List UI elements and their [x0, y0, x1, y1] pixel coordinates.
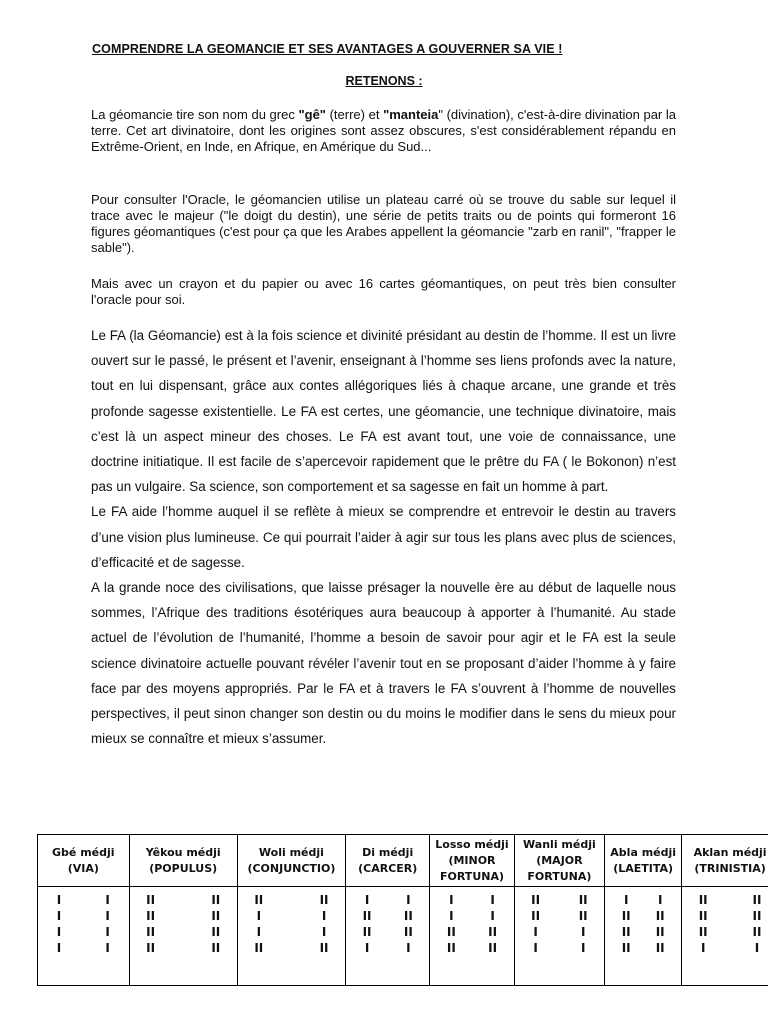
- word-ge: "gê": [298, 107, 326, 122]
- page-title: COMPRENDRE LA GEOMANCIE ET SES AVANTAGES A GOUVERNER SA VIE !: [92, 42, 563, 56]
- figure-mark: II: [752, 893, 762, 907]
- table-header-line: (MINOR: [448, 853, 496, 867]
- figure-row: [238, 892, 345, 908]
- table-header-line: Aklan médji: [693, 845, 767, 859]
- figure-mark: II: [362, 925, 372, 939]
- geomantic-figure: [238, 887, 345, 956]
- table-header-cell: [129, 835, 237, 887]
- table-header-row: [38, 835, 768, 887]
- figure-mark: II: [578, 909, 588, 923]
- figure-mark: I: [56, 941, 62, 955]
- figure-mark: II: [655, 925, 665, 939]
- figure-mark: II: [446, 941, 456, 955]
- geomantic-figure: [346, 887, 429, 956]
- word-manteia: "manteia: [383, 107, 439, 122]
- figure-row: [238, 940, 345, 956]
- figure-mark: II: [211, 925, 221, 939]
- figure-mark: I: [105, 925, 110, 939]
- figure-cell: [514, 887, 605, 986]
- table-header-line: (VIA): [67, 861, 99, 875]
- figure-row: [605, 940, 681, 956]
- figure-mark: I: [364, 941, 370, 955]
- figure-row: [515, 940, 605, 956]
- figure-cell: [129, 887, 237, 986]
- paragraph-fa-aide: Le FA aide l’homme auquel il se reflète à mieux se comprendre et entrevoir le destin au travers d’une vision plus lumineuse. Ce qui pourrait l’aider à agir sur tous les plans avec plus de sciences, d’efficacité et de sagesse.: [91, 504, 676, 570]
- figure-mark: I: [364, 893, 370, 907]
- figure-cell: [682, 887, 768, 986]
- figure-row: [682, 940, 768, 956]
- figure-mark: I: [321, 925, 327, 939]
- paragraph-etymology-part2: (terre) et: [325, 107, 384, 122]
- figure-cell: [430, 887, 514, 986]
- figure-row: [605, 892, 681, 908]
- figure-mark: II: [403, 925, 413, 939]
- figure-mark: I: [449, 909, 454, 923]
- figure-mark: II: [254, 941, 264, 955]
- geomantic-figure: [38, 887, 129, 956]
- figure-mark: II: [403, 909, 413, 923]
- figure-mark: II: [254, 893, 264, 907]
- figure-row: [682, 924, 768, 940]
- figure-mark: II: [752, 925, 762, 939]
- figure-mark: I: [623, 893, 629, 907]
- figure-mark: I: [105, 909, 110, 923]
- figure-mark: I: [533, 941, 538, 955]
- figure-row: [346, 940, 429, 956]
- figure-mark: II: [488, 925, 498, 939]
- table-figures-row: [38, 887, 768, 986]
- geomantic-figure: [605, 887, 681, 956]
- figure-mark: I: [105, 893, 110, 907]
- geomancy-figures-table: [37, 834, 768, 986]
- figure-mark: I: [56, 909, 62, 923]
- table-header-line: (POPULUS): [149, 861, 218, 875]
- figure-mark: II: [211, 909, 221, 923]
- table-header-cell: [514, 835, 605, 887]
- table-header-cell: [38, 835, 130, 887]
- figure-mark: II: [531, 909, 541, 923]
- figure-row: [430, 924, 513, 940]
- figure-mark: I: [449, 893, 454, 907]
- figure-mark: I: [580, 941, 586, 955]
- table-header-line: Gbé médji: [52, 845, 115, 859]
- table-header-line: (TRINISTIA): [694, 861, 766, 875]
- table-header-line: Woli médji: [258, 845, 324, 859]
- figure-mark: I: [533, 925, 538, 939]
- table-header-cell: [682, 835, 768, 887]
- figure-cell: [38, 887, 130, 986]
- figure-mark: II: [146, 909, 156, 923]
- figure-mark: II: [578, 893, 588, 907]
- geomantic-figure: [130, 887, 237, 956]
- figure-mark: II: [621, 925, 631, 939]
- figure-row: [38, 892, 129, 908]
- table-header-cell: [237, 835, 345, 887]
- figure-row: [38, 924, 129, 940]
- figure-row: [682, 908, 768, 924]
- table-header-line: (LAETITA): [613, 861, 674, 875]
- table-header-cell: [346, 835, 430, 887]
- table-header-line: Wanli médji: [523, 837, 596, 851]
- figure-mark: II: [146, 941, 156, 955]
- figure-row: [430, 908, 513, 924]
- section-subtitle: RETENONS :: [345, 74, 423, 88]
- figure-row: [346, 892, 429, 908]
- figure-mark: I: [56, 925, 62, 939]
- figure-mark: I: [256, 909, 262, 923]
- figure-row: [130, 940, 237, 956]
- figure-row: [238, 924, 345, 940]
- paragraph-crayon: Mais avec un crayon et du papier ou avec 16 cartes géomantiques, on peut très bien consulter l'oracle pour soi.: [91, 276, 676, 307]
- table-header-cell: [430, 835, 514, 887]
- figure-mark: II: [698, 893, 708, 907]
- geomantic-figure: [515, 887, 605, 956]
- figure-cell: [605, 887, 682, 986]
- figure-mark: II: [698, 925, 708, 939]
- paragraph-oracle: Pour consulter l'Oracle, le géomancien utilise un plateau carré où se trouve du sable sur lequel il trace avec le majeur ("le doigt du destin), une série de petits traits ou de points qui formeront 16 figures géomantiques (c'est pour ça que les Arabes appellent la géomancie "zarb en ranil", "frapper le sable").: [91, 192, 676, 255]
- figure-row: [682, 892, 768, 908]
- table-header-line: Yêkou médji: [145, 845, 221, 859]
- figure-mark: I: [490, 909, 495, 923]
- figure-row: [515, 892, 605, 908]
- figure-cell: [237, 887, 345, 986]
- figure-cell: [346, 887, 430, 986]
- figure-mark: I: [105, 941, 110, 955]
- figure-row: [346, 908, 429, 924]
- figure-mark: II: [446, 925, 456, 939]
- figure-mark: I: [321, 909, 327, 923]
- paragraph-etymology-part1: La géomancie tire son nom du grec: [91, 107, 299, 122]
- figure-row: [605, 924, 681, 940]
- table-header-line: Abla médji: [610, 845, 677, 859]
- table-header-line: (CONJUNCTIO): [247, 861, 336, 875]
- figure-mark: II: [655, 941, 665, 955]
- figure-mark: II: [531, 893, 541, 907]
- figure-mark: II: [146, 893, 156, 907]
- figure-mark: II: [488, 941, 498, 955]
- table-header-line: (CARCER): [358, 861, 418, 875]
- figure-row: [130, 924, 237, 940]
- figure-mark: II: [362, 909, 372, 923]
- table-header-line: FORTUNA): [439, 869, 504, 883]
- paragraph-fa-group: [91, 323, 676, 751]
- figure-mark: I: [490, 893, 495, 907]
- table-header-line: FORTUNA): [527, 869, 592, 883]
- figure-mark: I: [580, 925, 586, 939]
- paragraph-etymology: [91, 107, 676, 155]
- geomantic-figure: [682, 887, 768, 956]
- figure-mark: II: [211, 893, 221, 907]
- figure-row: [515, 924, 605, 940]
- figure-mark: II: [319, 893, 329, 907]
- figure-mark: II: [621, 941, 631, 955]
- figure-mark: I: [406, 893, 411, 907]
- figure-mark: II: [621, 909, 631, 923]
- figure-row: [605, 908, 681, 924]
- figure-row: [430, 940, 513, 956]
- table-header-cell: [605, 835, 682, 887]
- figure-row: [130, 908, 237, 924]
- figure-mark: II: [319, 941, 329, 955]
- figure-mark: I: [754, 941, 760, 955]
- figure-mark: I: [700, 941, 706, 955]
- paragraph-fa-science: Le FA (la Géomancie) est à la fois science et divinité présidant au destin de l’homme. Il est un livre ouvert sur le passé, le présent et l’avenir, enseignant à l’homme ses liens profonds avec la nature, tout en lui dispensant, grâce aux contes allégoriques liés à chaque arcane, une grande et très profonde sagesse existentielle. Le FA est certes, une géomancie, une technique divinatoire, mais c’est là un aspect mineur des choses. Le FA est avant tout, une voie de connaissance, une doctrine initiatique. Il est facile de s’apercevoir rapidement que le prêtre du FA ( le Bokonon) n’est pas un vulgaire. Sa science, son comportement et sa sagesse en fait un homme à part.: [91, 328, 676, 495]
- geomantic-figure: [430, 887, 513, 956]
- table-header-line: Losso médji: [435, 837, 509, 851]
- figure-row: [430, 892, 513, 908]
- figure-mark: I: [256, 925, 262, 939]
- figure-row: [515, 908, 605, 924]
- figure-row: [238, 908, 345, 924]
- figure-mark: I: [406, 941, 411, 955]
- figure-mark: II: [655, 909, 665, 923]
- figure-row: [38, 940, 129, 956]
- paragraph-civilisations: A la grande noce des civilisations, que laisse présager la nouvelle ère au début de laquelle nous sommes, l’Afrique des traditions ésotériques aura beaucoup à apporter à l’humanité. Au stade actuel de l’évolution de l’humanité, l’homme a besoin de savoir pour agir et le FA est la seule science divinatoire actuelle pouvant révéler l’avenir tout en se proposant d’aider l’homme à y faire face par des moyens appropriés. Par le FA et à travers le FA s’ouvrent à l’homme de nouvelles perspectives, il peut sinon changer son destin ou du moins le modifier dans le sens du mieux pour mieux se connaître et mieux s’assumer.: [91, 580, 676, 747]
- figure-mark: II: [752, 909, 762, 923]
- figure-mark: II: [211, 941, 221, 955]
- figure-mark: I: [657, 893, 663, 907]
- figure-row: [38, 908, 129, 924]
- figure-row: [130, 892, 237, 908]
- figure-mark: II: [698, 909, 708, 923]
- table-header-line: Di médji: [362, 845, 414, 859]
- paragraph-etymology-part3: " (divination), c'est-à-dire divination par la terre. Cet art divinatoire, dont les origines sont assez obscures, s'est considérablement répandu en Extrême-Orient, en Inde, en Afrique, en Amérique du Sud...: [91, 107, 676, 154]
- figure-mark: II: [146, 925, 156, 939]
- table-header-line: (MAJOR: [536, 853, 583, 867]
- figure-mark: I: [56, 893, 62, 907]
- figure-row: [346, 924, 429, 940]
